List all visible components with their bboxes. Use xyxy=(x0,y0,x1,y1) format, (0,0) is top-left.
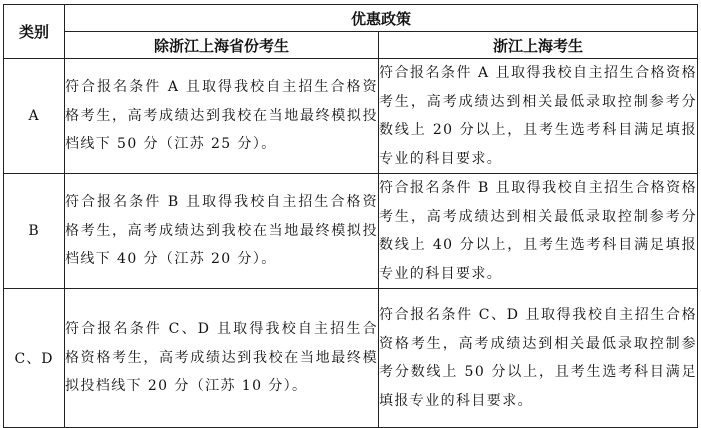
table-row xyxy=(4,174,698,289)
table-row xyxy=(4,59,698,174)
category-header: 类别 xyxy=(4,5,65,59)
policy-group-header: 优惠政策 xyxy=(65,5,698,32)
outside-provinces-header: 除浙江上海省份考生 xyxy=(65,32,379,59)
category-cell: B xyxy=(4,174,65,289)
category-cell: A xyxy=(4,59,65,174)
category-cell: C、D xyxy=(4,289,65,428)
zhejiang-shanghai-header: 浙江上海考生 xyxy=(379,32,698,59)
header-row-sub xyxy=(4,32,698,59)
inside-policy-cell: 符合报名条件 A 且取得我校自主招生合格资格考生，高考成绩达到相关最低录取控制参考分数线上 20 分以上，且考生选考科目满足填报专业的科目要求。 xyxy=(379,59,698,174)
inside-policy-cell: 符合报名条件 B 且取得我校自主招生合格资格考生，高考成绩达到相关最低录取控制参考分数线上 40 分以上，且考生选考科目满足填报专业的科目要求。 xyxy=(379,174,698,289)
outside-policy-cell: 符合报名条件 A 且取得我校自主招生合格资格考生，高考成绩达到我校在当地最终模拟投档线下 50 分（江苏 25 分）。 xyxy=(65,59,379,174)
outside-policy-cell: 符合报名条件 B 且取得我校自主招生合格资格考生，高考成绩达到我校在当地最终模拟投档线下 40 分（江苏 20 分）。 xyxy=(65,174,379,289)
inside-policy-cell: 符合报名条件 C、D 且取得我校自主招生合格资格考生，高考成绩达到相关最低录取控制参考分数线上 50 分以上，且考生选考科目满足填报专业的科目要求。 xyxy=(379,289,698,428)
header-row-top xyxy=(4,5,698,32)
policy-table xyxy=(3,4,698,428)
outside-policy-cell: 符合报名条件 C、D 且取得我校自主招生合格资格考生，高考成绩达到我校在当地最终模拟投档线下 20 分（江苏 10 分）。 xyxy=(65,289,379,428)
table-row xyxy=(4,289,698,428)
